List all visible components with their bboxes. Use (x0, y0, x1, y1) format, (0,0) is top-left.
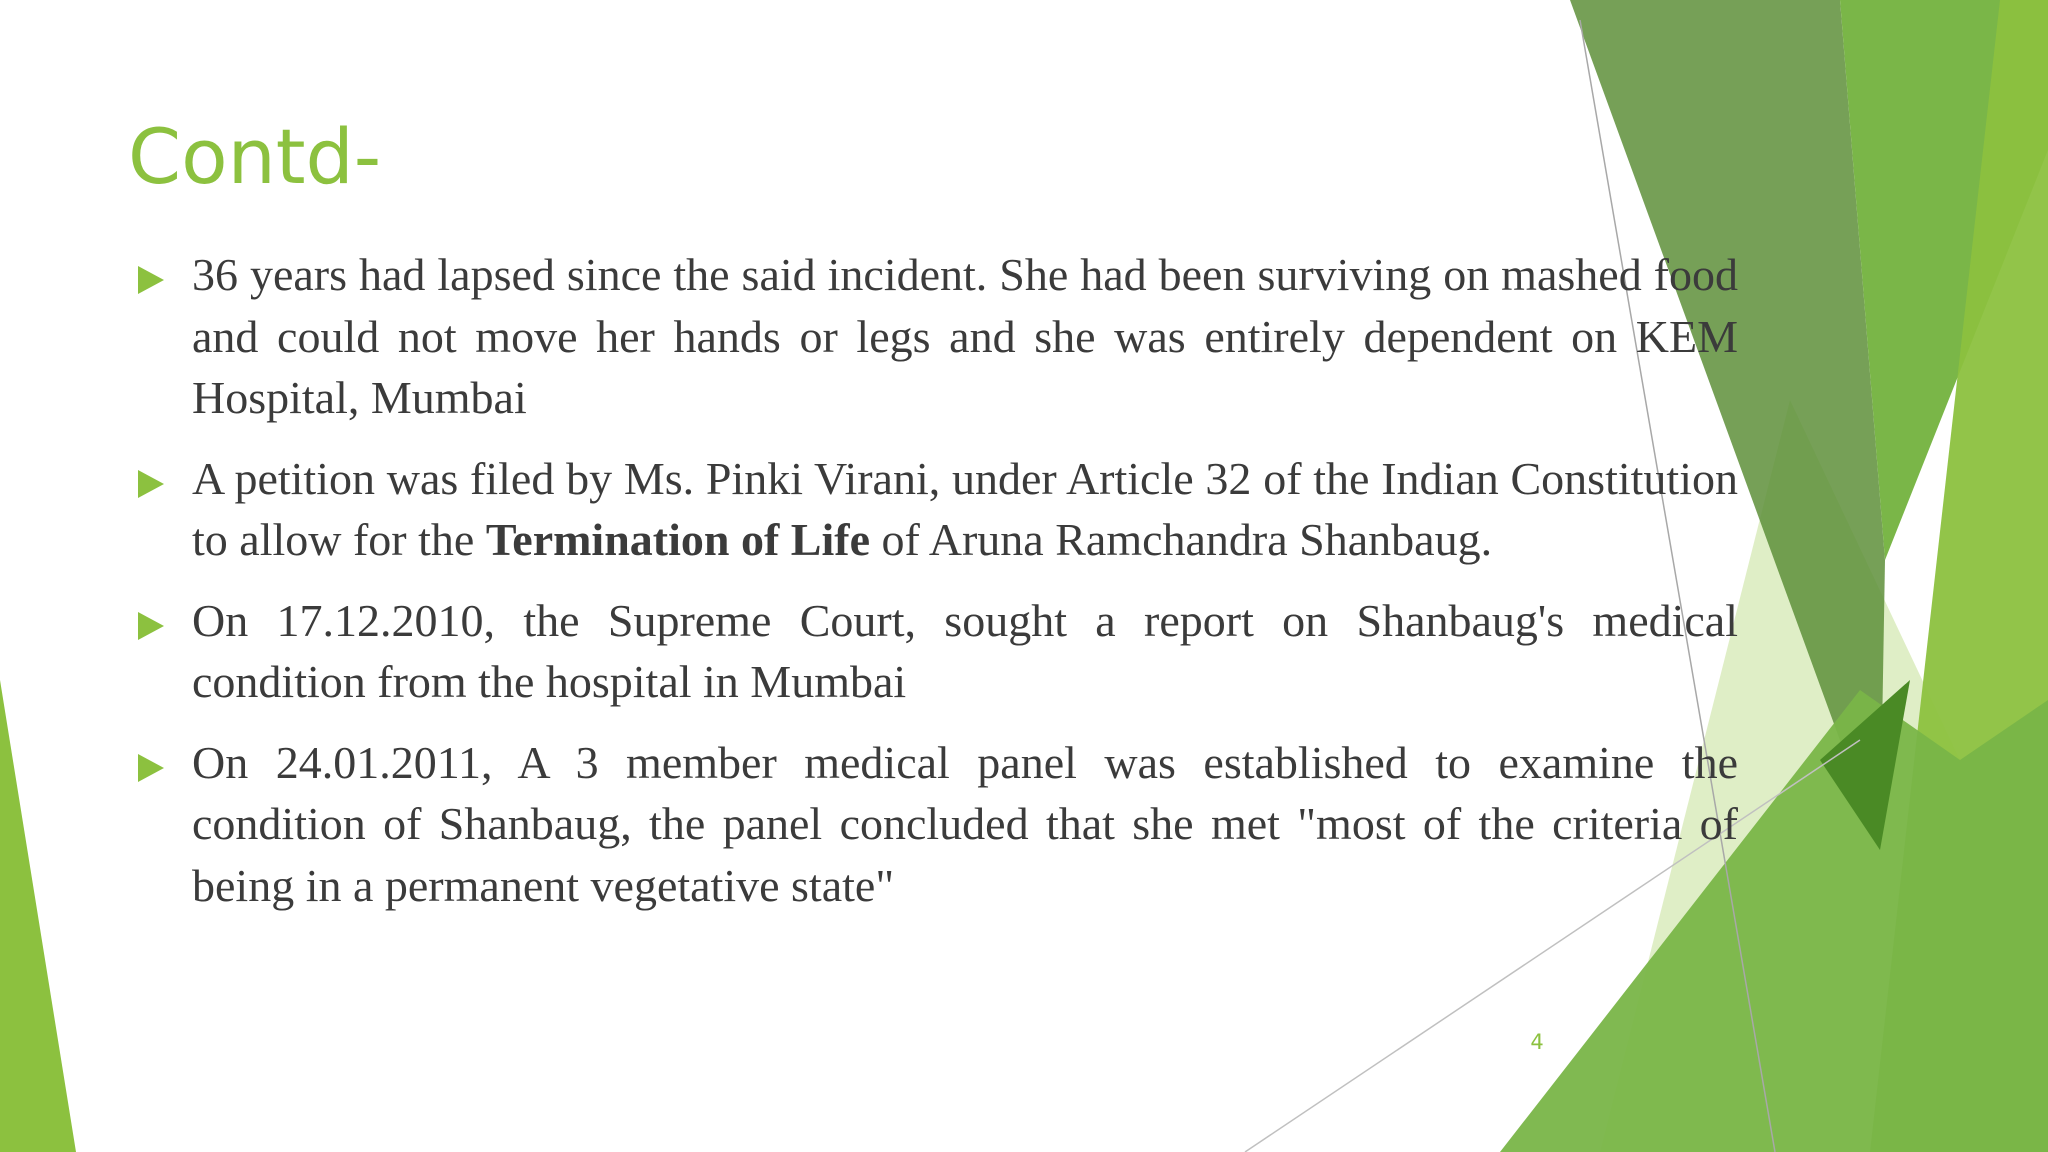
bullet-item-3 (134, 590, 1738, 713)
bullet-list (134, 244, 1738, 935)
page-number: 4 (1530, 1030, 1544, 1054)
bullet-item-1 (134, 244, 1738, 429)
triangle-right-icon (138, 266, 164, 294)
triangle-right-icon (138, 754, 164, 782)
triangle-right-icon (138, 470, 164, 498)
bullet-item-4 (134, 732, 1738, 917)
bullet-text-after: of Aruna Ramchandra Shanbaug. (869, 514, 1493, 565)
bullet-text-bold: Termination of Life (485, 514, 870, 565)
triangle-right-icon (138, 612, 164, 640)
bullet-text: On 17.12.2010, the Supreme Court, sought a report on Shanbaug's medical condition from the hospital in Mumbai (192, 594, 1738, 707)
bullet-text: On 24.01.2011, A 3 member medical panel was established to examine the condition of Shanbaug, the panel concluded that she met "most of the criteria of being in a permanent vegetative state" (192, 736, 1738, 911)
bullet-item-2 (134, 448, 1738, 571)
slide-title: Contd- (128, 112, 382, 201)
bullet-text: 36 years had lapsed since the said incident. She had been surviving on mashed food and could not move her hands or legs and she was entirely dependent on KEM Hospital, Mumbai (192, 249, 1738, 423)
bullet-text-before: A petition was filed by Ms. Pinki Virani, under Article 32 of the Indian Constitution to allow for the (192, 452, 1738, 565)
left-green-facet (0, 680, 76, 1152)
